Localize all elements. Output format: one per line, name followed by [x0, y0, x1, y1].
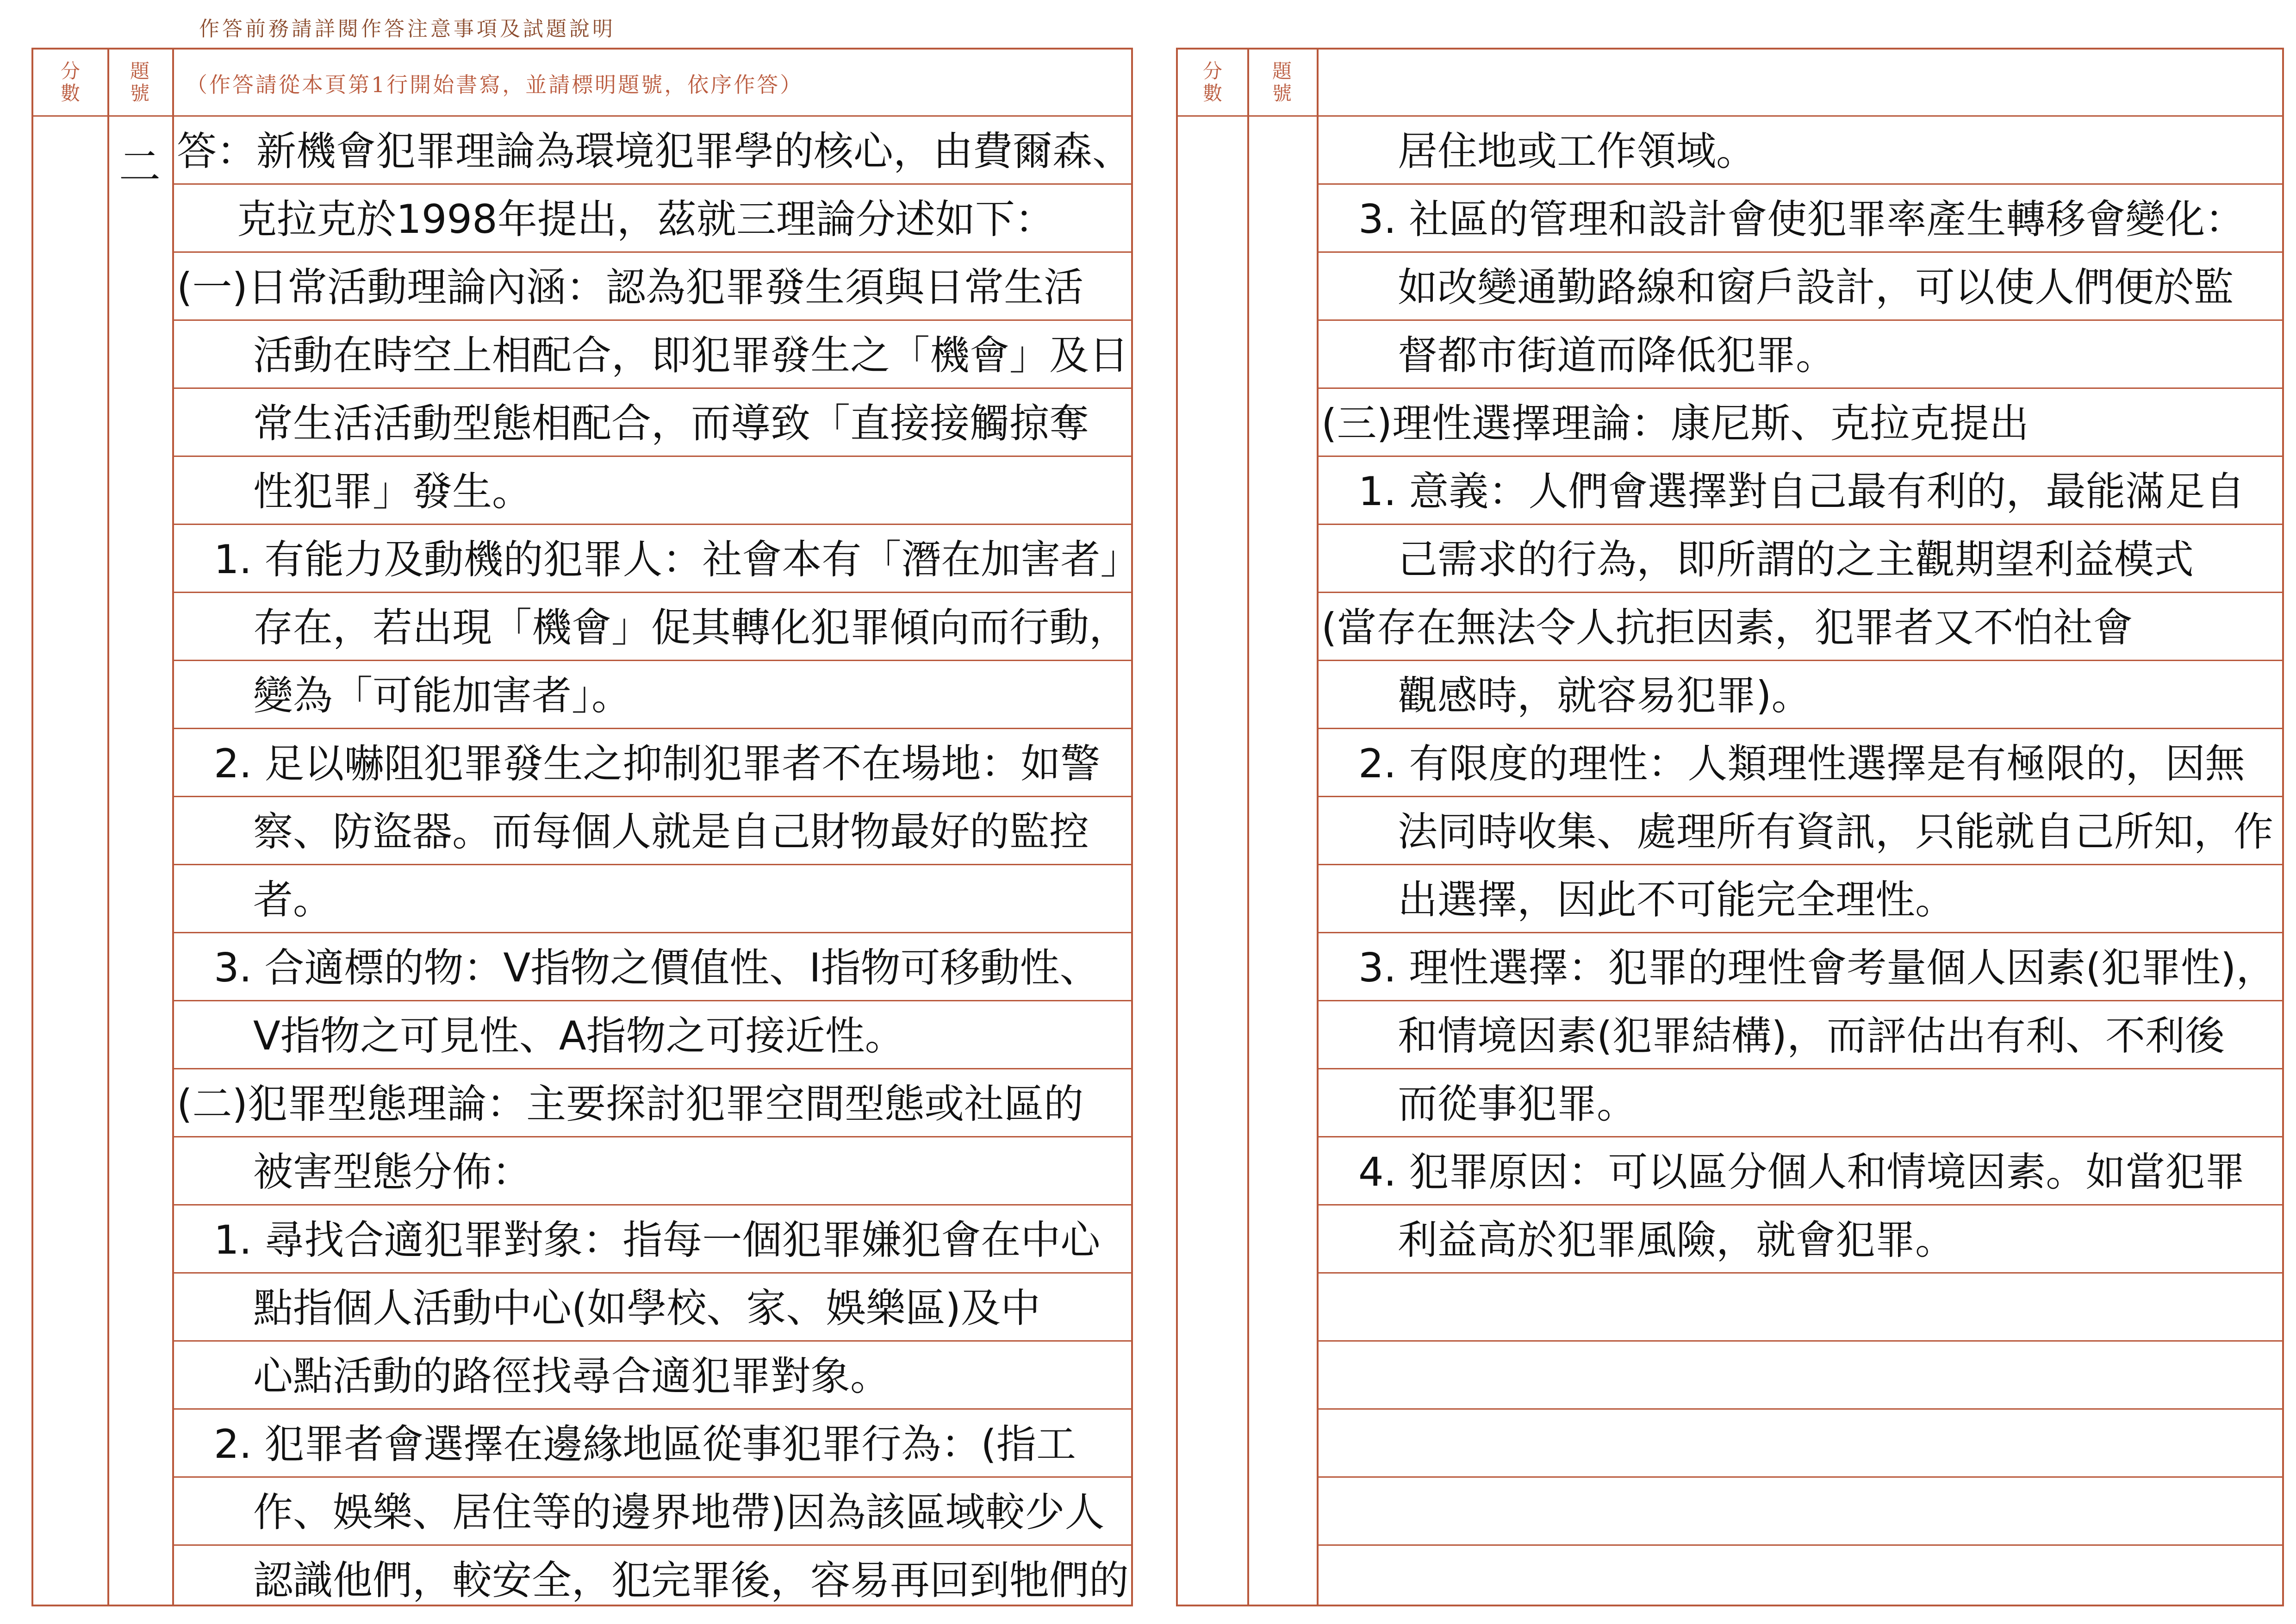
answer-line: 而從事犯罪。: [1398, 1081, 1636, 1127]
answer-line: 居住地或工作領域。: [1398, 128, 1756, 175]
answer-line: 觀感時，就容易犯罪)。: [1398, 673, 1811, 719]
qnum-label-char-1: 題: [130, 60, 149, 82]
answer-line: 作、娛樂、居住等的邊界地帶)因為該區域較少人: [253, 1489, 1105, 1536]
answer-line: 利益高於犯罪風險，就會犯罪。: [1398, 1217, 1955, 1263]
answer-text-left: [172, 50, 1140, 1605]
score-column-divider: [1247, 50, 1249, 1605]
score-column-divider: [107, 50, 109, 1605]
answer-line: 2. 犯罪者會選擇在邊緣地區從事犯罪行為：(指工: [214, 1421, 1076, 1468]
answer-line: V指物之可見性、A指物之可接近性。: [253, 1013, 905, 1059]
answer-line: 察、防盜器。而每個人就是自己財物最好的監控: [253, 809, 1089, 855]
answer-line: (二)犯罪型態理論：主要探討犯罪空間型態或社區的: [177, 1081, 1084, 1127]
answer-line: 1. 尋找合適犯罪對象：指每一個犯罪嫌犯會在中心: [214, 1217, 1101, 1263]
answer-line: 和情境因素(犯罪結構)，而評估出有利、不利後: [1398, 1013, 2225, 1059]
question-number-column-header: [1247, 50, 1317, 115]
question-number-column-header: [107, 50, 172, 115]
answer-line: 2. 足以嚇阻犯罪發生之抑制犯罪者不在場地：如警: [214, 741, 1101, 787]
score-label-char-1: 分: [1202, 60, 1222, 82]
qnum-label-char-2: 號: [130, 82, 149, 105]
answer-line: 者。: [253, 877, 333, 923]
answer-line: (一)日常活動理論內涵：認為犯罪發生須與日常生活: [177, 264, 1084, 311]
answer-line: 出選擇，因此不可能完全理性。: [1398, 877, 1955, 923]
answer-line: 變為「可能加害者」。: [253, 673, 631, 719]
qnum-label-char-1: 題: [1272, 60, 1292, 82]
answer-line: 3. 社區的管理和設計會使犯罪率產生轉移會變化：: [1358, 196, 2245, 243]
answer-line: 存在，若出現「機會」促其轉化犯罪傾向而行動，: [253, 605, 1129, 651]
score-label-char-2: 數: [1202, 82, 1222, 105]
answer-line: 法同時收集、處理所有資訊，只能就自己所知，作: [1398, 809, 2273, 855]
qnum-label-char-2: 號: [1272, 82, 1292, 105]
answer-line: 1. 意義：人們會選擇對自己最有利的，最能滿足自: [1358, 468, 2245, 515]
score-column-header: [33, 50, 107, 115]
answer-line: (三)理性選擇理論：康尼斯、克拉克提出: [1321, 400, 2029, 447]
answer-line: 性犯罪」發生。: [253, 468, 532, 515]
writing-instruction: （作答請從本頁第1行開始書寫，並請標明題號，依序作答）: [186, 72, 803, 97]
answer-line: 如改變通勤路線和窗戶設計，可以使人們便於監: [1398, 264, 2234, 311]
answer-line: 2. 有限度的理性：人類理性選擇是有極限的，因無: [1358, 741, 2245, 787]
answer-sheet-right-page: [1176, 48, 2284, 1606]
answer-text-right: [1317, 50, 2282, 1605]
answer-line: 點指個人活動中心(如學校、家、娛樂區)及中: [253, 1285, 1041, 1331]
answer-line: 3. 理性選擇：犯罪的理性會考量個人因素(犯罪性)，: [1358, 945, 2276, 991]
answer-line: 常生活活動型態相配合，而導致「直接接觸掠奪: [253, 400, 1089, 447]
score-label-char-2: 數: [60, 82, 80, 105]
answer-line: 被害型態分佈：: [253, 1149, 532, 1195]
answer-line: 己需求的行為，即所謂的之主觀期望利益模式: [1398, 537, 2194, 583]
answer-line: 督都市街道而降低犯罪。: [1398, 332, 1836, 379]
answer-sheet-header-note: 作答前務請詳閱作答注意事項及試題說明: [199, 17, 616, 41]
answer-line: 活動在時空上相配合，即犯罪發生之「機會」及日: [253, 332, 1129, 379]
answer-sheet-left-page: [31, 48, 1140, 1606]
answer-line: 克拉克於1998年提出，茲就三理論分述如下：: [237, 196, 1055, 243]
answer-line: 1. 有能力及動機的犯罪人：社會本有「潛在加害者」: [214, 537, 1140, 583]
score-column-header: [1178, 50, 1247, 115]
answer-line: 4. 犯罪原因：可以區分個人和情境因素。如當犯罪: [1358, 1149, 2245, 1195]
answer-line: 答：新機會犯罪理論為環境犯罪學的核心，由費爾森、: [177, 128, 1132, 175]
score-label-char-1: 分: [60, 60, 80, 82]
answer-line: (當存在無法令人抗拒因素，犯罪者又不怕社會: [1321, 605, 2133, 651]
answer-line: 3. 合適標的物：V指物之價值性、I指物可移動性、: [214, 945, 1100, 991]
answer-line: 心點活動的路徑找尋合適犯罪對象。: [253, 1353, 890, 1399]
question-number: 二: [119, 143, 161, 191]
answer-line: 認識他們，較安全，犯完罪後，容易再回到牠們的: [253, 1557, 1129, 1604]
